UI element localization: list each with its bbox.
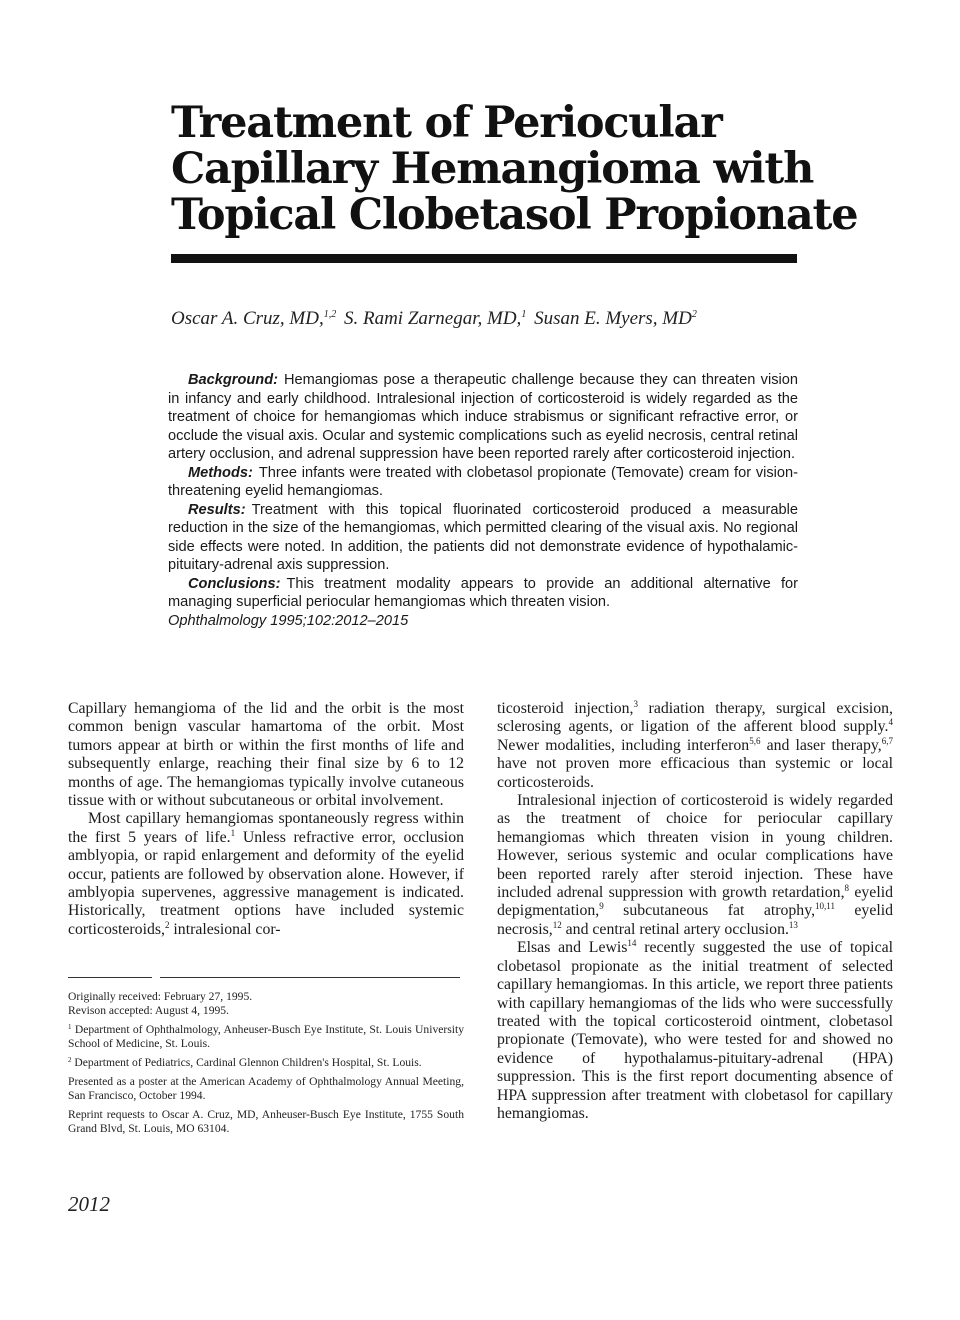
journal-citation — [168, 612, 798, 631]
footnote-received: Originally received: February 27, 1995. — [68, 990, 253, 1003]
body-text: Most capillary hemangiomas spontaneously regress within the first 5 years of life. — [68, 810, 464, 846]
body-column-right — [497, 700, 893, 1123]
reference-marker: 3 — [633, 699, 638, 709]
body-paragraph: Capillary hemangioma of the lid and the orbit is the most common benign vascular hamartoma of the orbit. Most tumors appear at birth or within the first months of life and subsequently enlarge, reaching their final size by 6 to 12 months of age. The hemangiomas typically involve cutaneous tissue with or without subcutaneous or orbital involvement. — [68, 700, 464, 810]
footnote-accepted: Revison accepted: August 4, 1995. — [68, 1004, 229, 1017]
footnote-marker: 1 — [68, 1023, 72, 1031]
body-text: Unless refractive error, occlusion amblyopia, or rapid enlargement and deformity of the eyelid occur, patients are followed by observation alone. However, if amblyopia supervenes, aggressive management is indicated. Historically, treatment options have included systemic corticosteroids, — [68, 828, 464, 938]
body-column-left — [68, 700, 464, 939]
citation-text: Ophthalmology 1995;102:2012–2015 — [168, 612, 409, 629]
reference-marker: 8 — [844, 883, 850, 894]
footnote-text: Department of Ophthalmology, Anheuser-Busch Eye Institute, St. Louis University School of Medicine, St. Louis. — [68, 1023, 464, 1050]
body-text: subcutaneous fat atrophy, — [603, 902, 816, 920]
abstract-text: Treatment with this topical fluorinated corticosteroid produced a measurable reduction in the size of the hemangiomas, which permitted clearing of the visual axis. No regional side effects were noted. In addition, the patients did not demonstrate evidence of hypothalamic-pituitary-adrenal axis suppression. — [168, 501, 798, 573]
abstract-label: Conclusions: — [188, 575, 281, 592]
body-text: radiation therapy, surgical excision, sclerosing agents, or ligation of the afferent blood supply. — [497, 700, 894, 736]
footnote-reprint: Reprint requests to Oscar A. Cruz, MD, Anheuser-Busch Eye Institute, 1755 South Grand Blvd, St. Louis, MO 63104. — [68, 1108, 464, 1135]
footnote-text: Department of Pediatrics, Cardinal Glennon Children's Hospital, St. Louis. — [71, 1056, 422, 1069]
abstract-conclusions — [168, 575, 798, 612]
abstract-text: Hemangiomas pose a therapeutic challenge because they can threaten vision in infancy and early childhood. Intralesional injection of corticosteroid is widely regarded as the treatment of choice for hemangiomas which induce strabismus or significant refractive error, or occlude the visual axis. Ocular and systemic complications such as eyelid necrosis, central retinal artery occlusion, and adrenal suppression have been reported rarely after corticosteroid injection. — [168, 372, 798, 462]
title-line-2: Capillary Hemangioma with — [171, 144, 814, 194]
body-text: have not proven more efficacious than systemic or local corticosteroids. — [497, 755, 893, 791]
footnote-presented: Presented as a poster at the American Academy of Ophthalmology Annual Meeting, San Francisco, October 1994. — [68, 1075, 464, 1102]
author-name: Susan E. Myers, MD — [534, 308, 692, 329]
body-text: Elsas and Lewis — [517, 939, 628, 957]
footnote-rule-extension — [160, 977, 460, 978]
footnote-marker: 2 — [68, 1056, 72, 1064]
footnotes — [68, 990, 464, 1141]
footnote-affiliation-2 — [68, 1056, 464, 1070]
body-text: Newer modalities, including interferon — [497, 736, 750, 754]
reference-marker: 12 — [552, 919, 562, 930]
abstract-results — [168, 501, 798, 575]
body-text: eyelid depigmentation, — [497, 884, 893, 920]
abstract-methods — [168, 464, 798, 501]
reference-marker: 1 — [230, 827, 236, 838]
author-name: Oscar A. Cruz, MD, — [171, 308, 324, 329]
reference-marker: 10,11 — [815, 901, 835, 912]
reference-marker: 14 — [627, 938, 637, 949]
body-text: eyelid necrosis, — [497, 902, 894, 938]
reference-marker: 2 — [164, 919, 170, 930]
body-paragraph — [497, 700, 893, 792]
author-affiliation: 1 — [521, 309, 527, 320]
title-rule — [171, 254, 797, 263]
body-text: Intralesional injection of corticosteroid is widely regarded as the treatment of choice for periocular capillary hemangiomas which threaten vision in young children. However, serious systemic and ocular complications have been reported rarely after steroid injection. These have included adrenal suppression with growth retardation, — [497, 792, 893, 902]
footnote-rule — [68, 977, 152, 978]
body-text: and laser therapy, — [760, 736, 882, 754]
author-list — [171, 308, 811, 330]
page-number: 2012 — [68, 1192, 110, 1216]
body-text: recently suggested the use of topical clobetasol propionate as the initial treatment of selected capillary hemangiomas. In this article, we report three patients with capillary hemangiomas of the lids who were successfully treated with the topical corticosteroid ointment, clobetasol propionate (Temovate), who were tested for and showed no evidence of hypothalamus-pituitary-adrenal (HPA) suppression. This is the first report documenting absence of HPA suppression after treatment with clobetasol for capillary hemangiomas. — [497, 939, 893, 1122]
abstract-label: Methods: — [188, 464, 253, 481]
reference-marker: 9 — [599, 901, 604, 912]
author-affiliation: 1,2 — [323, 309, 337, 320]
abstract — [168, 371, 798, 630]
author-affiliation: 2 — [691, 309, 697, 320]
author-name: S. Rami Zarnegar, MD, — [343, 308, 522, 329]
reference-marker: 5,6 — [749, 735, 761, 746]
reference-marker: 13 — [788, 919, 798, 930]
body-paragraph — [497, 792, 893, 939]
abstract-background — [168, 371, 798, 464]
body-text: ticosteroid injection, — [497, 700, 634, 717]
reference-marker: 6,7 — [881, 735, 893, 746]
body-paragraph — [68, 810, 464, 939]
abstract-text: This treatment modality appears to provide an additional alternative for managing superficial periocular hemangiomas which threaten vision. — [168, 575, 798, 610]
reference-marker: 4 — [888, 717, 893, 728]
article-title — [171, 98, 858, 240]
title-line-3: Topical Clobetasol Propionate — [171, 190, 858, 240]
title-line-1: Treatment of Periocular — [171, 98, 722, 148]
body-paragraph — [497, 939, 893, 1123]
body-text: intralesional cor- — [169, 920, 281, 938]
abstract-label: Background: — [188, 372, 278, 388]
body-text: and central retinal artery occlusion. — [561, 920, 789, 938]
abstract-text: Three infants were treated with clobetasol propionate (Temovate) cream for vision-threatening eyelid hemangiomas. — [168, 464, 798, 499]
footnote-affiliation-1 — [68, 1023, 464, 1051]
abstract-label: Results: — [188, 501, 246, 518]
